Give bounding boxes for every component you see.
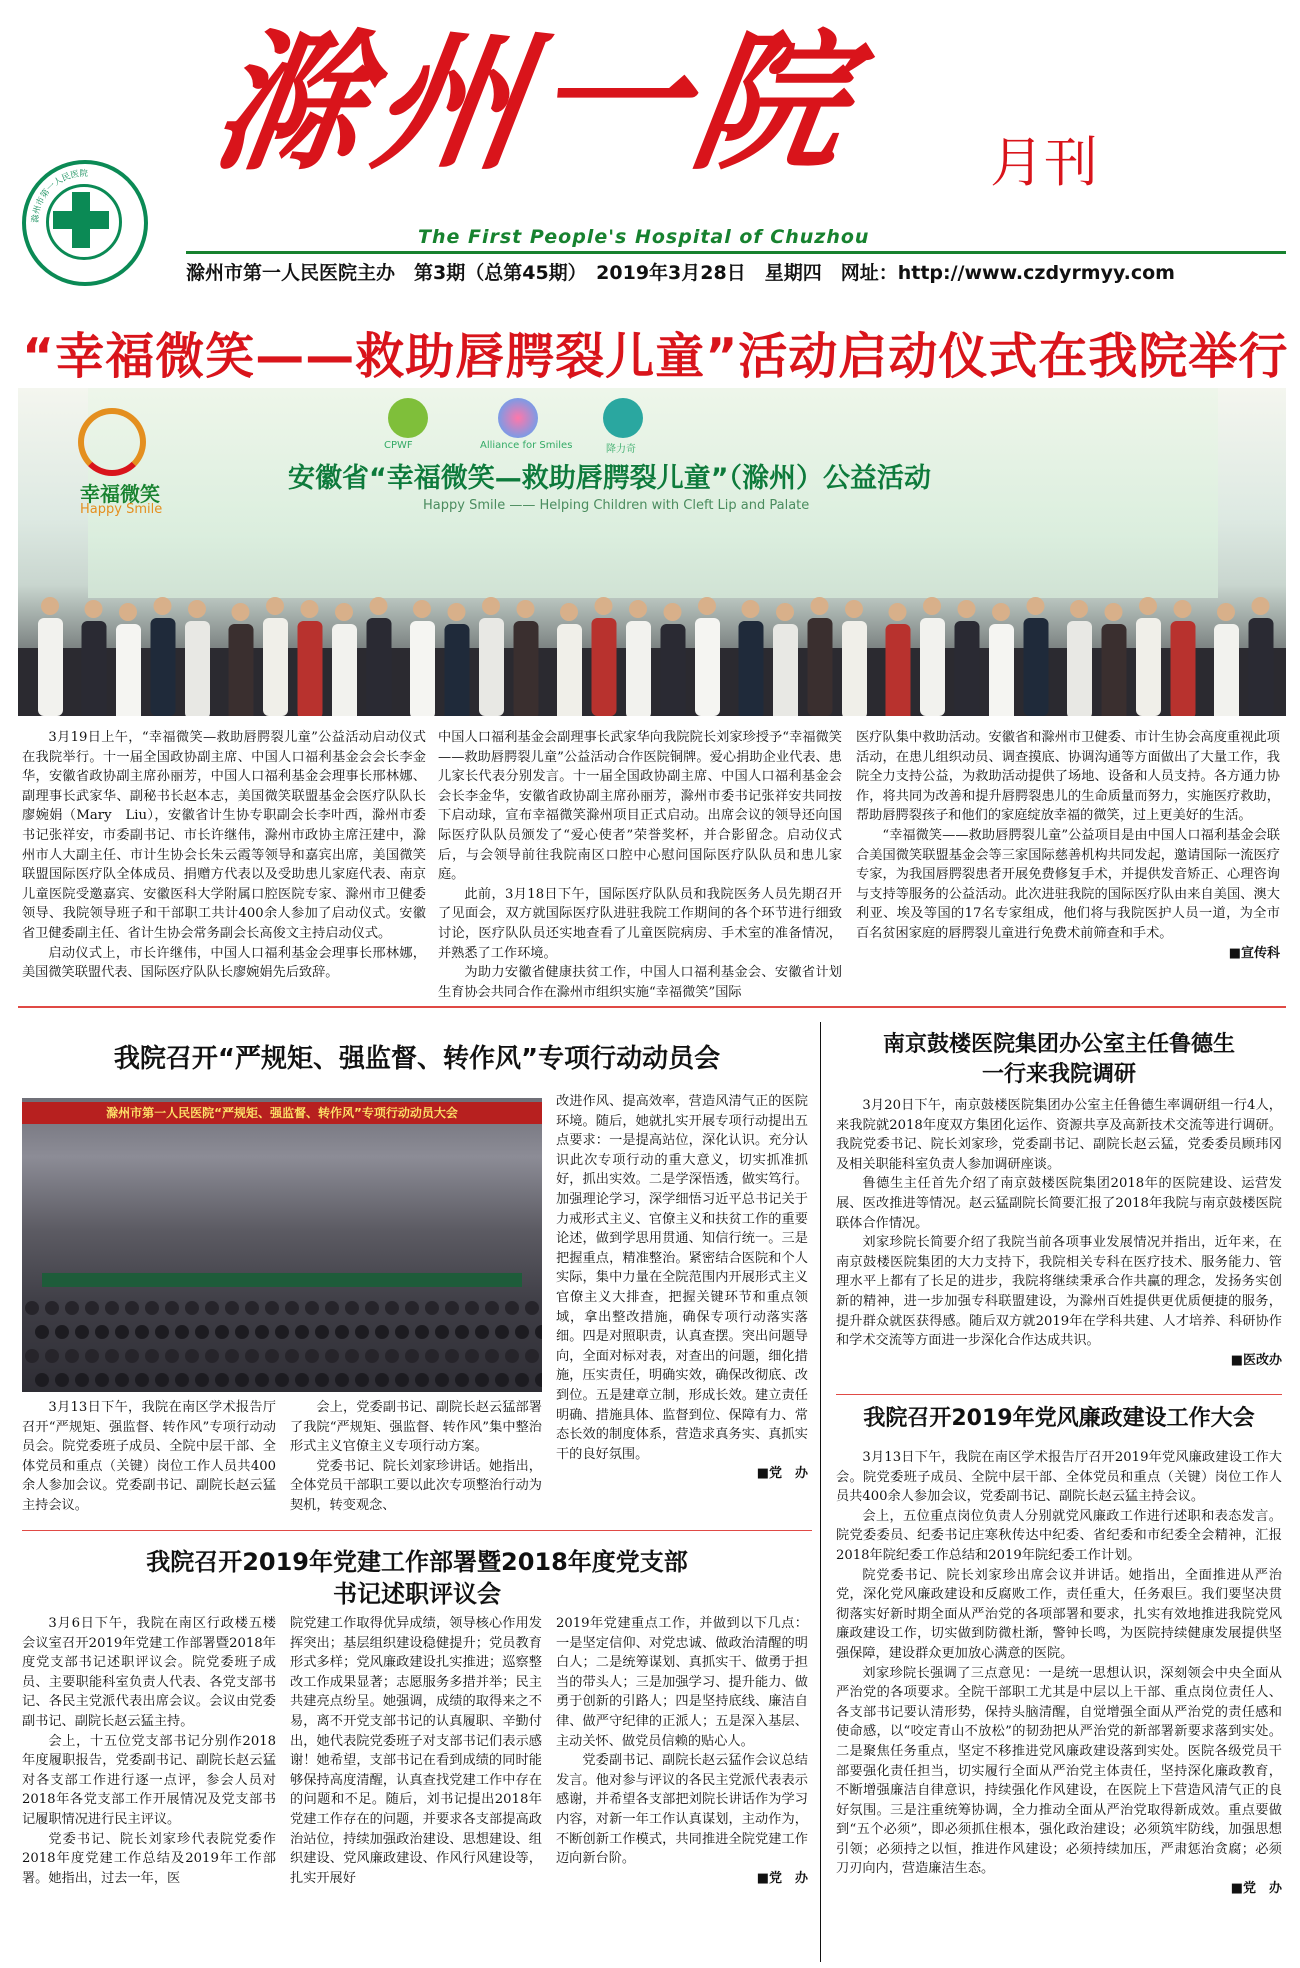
- paragraph: 鲁德生主任首先介绍了南京鼓楼医院集团2018年的医院建设、运营发展、医改推进等情况。赵云猛副院长简要汇报了2018年我院与南京鼓楼医院联体合作情况。: [836, 1176, 1282, 1231]
- person-body: [263, 618, 288, 716]
- audience-head: [145, 1301, 159, 1315]
- audience-head: [535, 1325, 542, 1339]
- audience-head: [285, 1301, 299, 1315]
- audience-head: [455, 1325, 469, 1339]
- masthead-monthly: 月刊: [990, 131, 1098, 194]
- audience-head: [135, 1325, 149, 1339]
- person-head: [742, 600, 760, 618]
- lead-col-3: [856, 728, 1280, 963]
- audience-head: [515, 1373, 529, 1387]
- person-head: [119, 603, 137, 621]
- lead-headline: “幸福微笑——救助唇腭裂儿童”活动启动仪式在我院举行: [22, 328, 1289, 385]
- person-head: [85, 600, 103, 618]
- audience-head: [495, 1373, 509, 1387]
- audience-head: [435, 1325, 449, 1339]
- person-body: [886, 624, 911, 716]
- person-head: [335, 603, 353, 621]
- audience-head: [365, 1301, 379, 1315]
- logo-label: Alliance for Smiles: [480, 440, 573, 451]
- audience-head: [115, 1325, 129, 1339]
- audience-head: [475, 1373, 489, 1387]
- lead-col-1: [22, 728, 426, 983]
- masthead-divider: [186, 251, 1286, 254]
- happy-smile-cn: 幸福微笑: [80, 482, 160, 506]
- audience-head: [535, 1373, 542, 1387]
- audience-head: [75, 1325, 89, 1339]
- person-body: [1136, 618, 1161, 716]
- audience-head: [465, 1301, 479, 1315]
- audience-head: [235, 1373, 249, 1387]
- audience-head: [425, 1301, 439, 1315]
- banner-title: 安徽省“幸福微笑—救助唇腭裂儿童”（滁州）公益活动: [288, 463, 931, 494]
- audience-head: [95, 1373, 109, 1387]
- audience-head: [395, 1373, 409, 1387]
- audience-head: [85, 1349, 99, 1363]
- lead-col-2: [438, 728, 842, 1002]
- section-divider: [18, 1006, 1286, 1008]
- audience-head: [385, 1349, 399, 1363]
- person-head: [266, 597, 284, 615]
- audience-head: [325, 1301, 339, 1315]
- person-head: [232, 603, 250, 621]
- audience-head: [225, 1301, 239, 1315]
- audience-head: [315, 1373, 329, 1387]
- article2-headline: 我院召开“严规矩、强监督、转作风”专项行动动员会: [113, 1044, 721, 1074]
- article4-body: [836, 1096, 1282, 1370]
- audience-head: [505, 1301, 519, 1315]
- hospital-logo: [22, 160, 148, 286]
- audience-head: [475, 1325, 489, 1339]
- audience-head: [85, 1301, 99, 1315]
- article2-col-mid: [290, 1398, 542, 1516]
- person-body: [989, 624, 1014, 716]
- paragraph: 院党建工作取得优异成绩，领导核心作用发挥突出；基层组织建设稳健提升；党员教育形式多样；党风廉政建设扎实推进；巡察整改工作成果显著；志愿服务多措并举；民主共建亮点纷呈。她强调，成绩的取得来之不易，离不开党支部书记的认真履职、辛勤付出，她代表院党委班子对支部书记们表示感谢！她希望，支部书记在看到成绩的同时能够保持高度清醒，认真查找党建工作中存在的问题和不足。随后，刘书记提出2018年党建工作存在的问题，并要求各支部提高政治站位，持续加强政治建设、思想建设、组织建设、党风廉政建设、作风行风建设等，扎实开展好: [290, 1616, 542, 1886]
- audience-head: [65, 1301, 79, 1315]
- audience-head: [65, 1349, 79, 1363]
- person-body: [151, 618, 176, 716]
- headline-line: 书记述职评议会: [333, 1580, 501, 1608]
- audience-head: [295, 1325, 309, 1339]
- person-head: [889, 603, 907, 621]
- paragraph: 2019年党建重点工作，并做到以下几点：一是坚定信仰、对党忠诚、做政治清醒的明白人；二是统筹谋划、真抓实干、做勇于担当的带头人；三是加强学习、提升能力、做勇于创新的引路人；四是坚持底线、廉洁自律、做严守纪律的正派人；五是深入基层、主动关怀、做党员信赖的贴心人。: [556, 1616, 808, 1749]
- person-body: [479, 618, 504, 716]
- paragraph: 党委书记、院长刘家珍讲话。她指出，全体党员干部职工要以此次专项整治行动为契机，转变观念、: [290, 1458, 542, 1513]
- audience-head: [375, 1325, 389, 1339]
- person-head: [1174, 600, 1192, 618]
- audience-head: [415, 1325, 429, 1339]
- audience-head: [235, 1325, 249, 1339]
- person-body: [592, 618, 617, 716]
- lead-photo: [18, 388, 1286, 716]
- audience-head: [335, 1373, 349, 1387]
- audience-head: [495, 1325, 509, 1339]
- lead-signature: ■宣传科: [1228, 945, 1280, 961]
- article3-headline: [22, 1546, 812, 1610]
- article3-col-2: [290, 1614, 542, 1888]
- section-divider: [22, 1530, 812, 1531]
- paragraph: 医疗队集中救助活动。安徽省和滁州市卫健委、市计生协会高度重视此项活动，在患儿组织动员、调查摸底、协调沟通等方面做出了大量工作，我院全力支持公益，为救助活动提供了场地、设备和人员支持。各方通力协作，将共同为改善和提升唇腭裂患儿的生命质量而努力，实施医疗救助，帮助唇腭裂孩子和他们的家庭绽放幸福的微笑，过上更美好的生活。: [856, 730, 1280, 824]
- audience-head: [225, 1349, 239, 1363]
- person-body: [695, 618, 720, 716]
- person-head: [992, 603, 1010, 621]
- article3-col-3: [556, 1614, 808, 1888]
- audience-head: [525, 1349, 539, 1363]
- group-photo-people: [18, 578, 1286, 716]
- audience-head: [525, 1301, 539, 1315]
- audience-head: [305, 1349, 319, 1363]
- happy-smile-logo-icon: [78, 408, 146, 476]
- audience-head: [265, 1301, 279, 1315]
- person-head: [811, 597, 829, 615]
- audience-head: [345, 1301, 359, 1315]
- person-head: [1217, 603, 1235, 621]
- article4-signature: ■医改办: [1230, 1352, 1282, 1368]
- person-head: [1105, 603, 1123, 621]
- masthead-title: 滁州一院: [202, 15, 868, 191]
- audience-head: [455, 1373, 469, 1387]
- audience-head: [205, 1301, 219, 1315]
- audience-head: [335, 1325, 349, 1339]
- person-head: [698, 597, 716, 615]
- person-head: [301, 600, 319, 618]
- audience-head: [25, 1349, 39, 1363]
- logo-label: CPWF: [384, 440, 413, 451]
- audience-head: [55, 1373, 69, 1387]
- audience-head: [275, 1325, 289, 1339]
- audience-head: [185, 1301, 199, 1315]
- audience-head: [95, 1325, 109, 1339]
- person-body: [955, 621, 980, 716]
- cpwf-logo-icon: [388, 398, 428, 438]
- person-body: [626, 621, 651, 716]
- paragraph: 中国人口福利基金会副理事长武家华向我院院长刘家珍授予“幸福微笑——救助唇腭裂儿童”公益活动合作医院铜牌。爱心捐助企业代表、患儿家长代表分别发言。十一届全国政协副主席、中国人口福利基金会会长李金华，安徽省政协副主席孙丽芳，滁州市委书记张祥安共同按下启动球，宣布幸福微笑滁州项目正式启动。出席会议的领导还向国际医疗队队员颁发了“爱心使者”荣誉奖杯，并合影留念。启动仪式后，与会领导前往我院南区口腔中心慰问国际医疗队队员和患儿家庭。: [438, 730, 842, 883]
- paragraph: 会上，五位重点岗位负责人分别就党风廉政工作进行述职和表态发言。院党委委员、纪委书记庄寒秋传达中纪委、省纪委和市纪委全会精神，汇报2018年院纪委工作总结和2019年院纪委工作计划。: [836, 1508, 1282, 1563]
- article2-signature: ■党 办: [756, 1466, 808, 1482]
- audience-head: [165, 1301, 179, 1315]
- meeting-banner: 滁州市第一人民医院“严规矩、强监督、转作风”专项行动动员大会: [22, 1102, 542, 1124]
- banner-subtitle: Happy Smile —— Helping Children with Cleft Lip and Palate: [423, 498, 810, 513]
- audience-head: [215, 1373, 229, 1387]
- person-body: [920, 618, 945, 716]
- masthead-english: The First People's Hospital of Chuzhou: [418, 226, 870, 248]
- audience-icon: [22, 1293, 542, 1392]
- person-body: [185, 621, 210, 716]
- audience-head: [435, 1373, 449, 1387]
- person-head: [1139, 597, 1157, 615]
- article5-signature: ■党 办: [1230, 1881, 1282, 1897]
- paragraph: 刘家珍院长简要介绍了我院当前各项事业发展情况并指出，近年来，在南京鼓楼医院集团的大力支持下，我院相关专科在医疗技术、服务能力、管理水平上都有了长足的进步，我院将继续秉承合作共赢的理念，发扬务实创新的精神，进一步加强专科联盟建设，为滁州百姓提供更优质便捷的服务，提升群众就医获得感。随后双方就2019年在学科共建、人才培养、科研协作和学术交流等方面进一步深化合作达成共识。: [836, 1235, 1282, 1349]
- person-body: [514, 621, 539, 716]
- rostrum-table: [42, 1273, 522, 1287]
- article5-body: [836, 1448, 1282, 1899]
- audience-head: [345, 1349, 359, 1363]
- person-body: [445, 624, 470, 716]
- person-body: [1249, 618, 1274, 716]
- person-head: [517, 600, 535, 618]
- audience-head: [145, 1349, 159, 1363]
- person-body: [557, 624, 582, 716]
- logo-label: 降力奇: [606, 444, 636, 455]
- column-divider: [820, 1022, 821, 1962]
- person-body: [842, 621, 867, 716]
- audience-head: [445, 1349, 459, 1363]
- audience-head: [485, 1301, 499, 1315]
- audience-head: [505, 1349, 519, 1363]
- audience-head: [355, 1373, 369, 1387]
- audience-head: [305, 1301, 319, 1315]
- audience-head: [385, 1301, 399, 1315]
- audience-head: [375, 1373, 389, 1387]
- person-body: [332, 624, 357, 716]
- audience-head: [245, 1301, 259, 1315]
- paragraph: “幸福微笑——救助唇腭裂儿童”公益项目是由中国人口福利基金会联合美国微笑联盟基金会等三家国际慈善机构共同发起，邀请国际一流医疗专家，为我国唇腭裂患者开展免费修复手术，并提供发音矫正、心理咨询与支持等服务的公益活动。此次进驻我院的国际医疗队由来自美国、澳大利亚、埃及等国的17名专家组成，他们将与我院医护人员一道，为全市百名贫困家庭的唇腭裂儿童进行免费术前筛查和手术。: [856, 827, 1280, 941]
- audience-head: [175, 1373, 189, 1387]
- audience-head: [185, 1349, 199, 1363]
- headline-line: 我院召开2019年党建工作部署暨2018年度党支部: [146, 1548, 688, 1576]
- person-head: [41, 597, 59, 615]
- happy-smile-en: Happy Smile: [80, 502, 163, 517]
- audience-head: [175, 1325, 189, 1339]
- person-head: [1252, 597, 1270, 615]
- person-head: [448, 603, 466, 621]
- audience-head: [215, 1325, 229, 1339]
- audience-head: [125, 1349, 139, 1363]
- person-body: [661, 624, 686, 716]
- audience-head: [295, 1373, 309, 1387]
- paragraph: 党委副书记、副院长赵云猛作会议总结发言。他对参与评议的各民主党派代表表示感谢，并希望各支部把刘院长讲话作为学习内容，对新一年工作认真谋划，主动作为，不断创新工作模式，共同推进全院党建工作迈向新台阶。: [556, 1753, 808, 1867]
- article3-col-1: [22, 1614, 276, 1888]
- audience-head: [315, 1325, 329, 1339]
- section-divider: [836, 1394, 1282, 1395]
- person-body: [82, 621, 107, 716]
- audience-head: [405, 1349, 419, 1363]
- person-body: [1214, 624, 1239, 716]
- person-head: [413, 600, 431, 618]
- person-head: [560, 603, 578, 621]
- audience-head: [355, 1325, 369, 1339]
- paragraph: 院党委书记、院长刘家珍出席会议并讲话。她指出，全面推进从严治党，深化党风廉政建设和反腐败工作，责任重大，任务艰巨。我们要坚决贯彻落实好新时期全面从严治党的各项部署和要求，扎实有效地推进我院党风廉政建设工作，切实做到防微杜渐，警钟长鸣，为医院持续健康发展提供坚强保障，建设群众更加放心满意的医院。: [836, 1567, 1282, 1661]
- headline-line: 一行来我院调研: [981, 1062, 1136, 1087]
- meeting-photo: [22, 1098, 542, 1392]
- person-body: [1024, 618, 1049, 716]
- person-head: [845, 600, 863, 618]
- paragraph: 3月20日下午，南京鼓楼医院集团办公室主任鲁德生率调研组一行4人，来我院就2018年度双方集团化运作、资源共享及高新技术交流等进行调研。我院党委书记、院长刘家珍，党委副书记、副院长赵云猛，党委委员顾玮冈及相关职能科室负责人参加调研座谈。: [836, 1098, 1282, 1172]
- audience-head: [55, 1325, 69, 1339]
- audience-head: [485, 1349, 499, 1363]
- person-head: [776, 603, 794, 621]
- audience-head: [125, 1301, 139, 1315]
- issue-line: 滁州市第一人民医院主办 第3期（总第45期） 2019年3月28日 星期四 网址：http://www.czdyrmyy.com: [186, 262, 1175, 284]
- audience-head: [105, 1301, 119, 1315]
- article5-headline: 我院召开2019年党风廉政建设工作大会: [863, 1406, 1255, 1431]
- paragraph: 3月19日上午，“幸福微笑—救助唇腭裂儿童”公益活动启动仪式在我院举行。十一届全国政协副主席、中国人口福利基金会会长李金华，安徽省政协副主席孙丽芳，中国人口福利基金会理事长邢林娜、副理事长武家华、副秘书长赵本志，美国微笑联盟基金会医疗队队长廖婉娟（Mary Liu），安徽省计生协专职副会长李叶西，滁州市委书记张祥安，市委副书记、市长许继伟，滁州市政协主席汪建中，滁州市人大副主任、市计生协会长朱云霞等领导和嘉宾出席，美国微笑联盟国际医疗队全体成员、捐赠方代表以及受助患儿家庭代表、南京儿童医院受邀嘉宾、安徽医科大学附属口腔医院专家、滁州市卫健委领导、我院领导班子和干部职工共计400余人参加了启动仪式。安徽省卫健委副主任、省计生协会常务副会长高俊文主持启动仪式。: [22, 730, 426, 941]
- audience-head: [205, 1349, 219, 1363]
- person-head: [188, 600, 206, 618]
- headline-line: 南京鼓楼医院集团办公室主任鲁德生: [882, 1032, 1235, 1057]
- person-head: [154, 597, 172, 615]
- audience-head: [245, 1349, 259, 1363]
- person-head: [629, 600, 647, 618]
- audience-head: [275, 1373, 289, 1387]
- audience-head: [105, 1349, 119, 1363]
- audience-head: [445, 1301, 459, 1315]
- audience-head: [155, 1373, 169, 1387]
- paragraph: 会上，党委副书记、副院长赵云猛部署了我院“严规矩、强监督、转作风”集中整治形式主义官僚主义专项行动方案。: [290, 1400, 542, 1455]
- audience-head: [115, 1373, 129, 1387]
- article3-signature: ■党 办: [756, 1870, 808, 1886]
- audience-head: [265, 1349, 279, 1363]
- person-body: [116, 624, 141, 716]
- paragraph: 启动仪式上，市长许继伟，中国人口福利基金会理事长邢林娜，美国微笑联盟代表、国际医疗队队长廖婉娟先后致辞。: [22, 945, 426, 981]
- audience-head: [155, 1325, 169, 1339]
- person-body: [298, 621, 323, 716]
- person-head: [595, 597, 613, 615]
- logo-ring-text: 滁州市第一人民医院: [30, 168, 89, 224]
- paragraph: 3月6日下午，我院在南区行政楼五楼会议室召开2019年党建工作部署暨2018年度党支部书记述职评议会。院党委班子成员、主要职能科室负责人代表、各党支部书记、各民主党派代表出席会议。会议由党委副书记、副院长赵云猛主持。: [22, 1616, 276, 1729]
- audience-head: [325, 1349, 339, 1363]
- audience-head: [285, 1349, 299, 1363]
- cross-icon-bar: [53, 211, 109, 229]
- paragraph: 改进作风、提高效率，营造风清气正的医院环境。随后，她就扎实开展专项行动提出五点要求：一是提高站位，深化认识。充分认识此次专项行动的重大意义，切实抓准抓好，抓出实效。二是学深悟透，做实笃行。加强理论学习，深学细悟习近平总书记关于力戒形式主义、官僚主义和扶贫工作的重要论述，做到学思用贯通、知信行统一。三是把握重点，精准整治。紧密结合医院和个人实际，集中力量在全院范围内开展形式主义官僚主义大排查，把握关键环节和重点领域，拿出整改措施，确保专项行动落实落细。四是对照职责，认真查摆。突出问题导向，全面对标对表，对查出的问题，细化措施，压实责任，明确实效，确保改彻底、改到位。五是建章立制，形成长效。建立责任明确、措施具体、监督到位、保障有力、常态长效的制度体系，营造求真务实、真抓实干的良好氛围。: [556, 1094, 808, 1462]
- audience-head: [25, 1301, 39, 1315]
- audience-head: [45, 1301, 59, 1315]
- person-head: [1027, 597, 1045, 615]
- person-body: [38, 618, 63, 716]
- person-body: [739, 621, 764, 716]
- audience-head: [45, 1349, 59, 1363]
- person-body: [367, 618, 392, 716]
- audience-head: [395, 1325, 409, 1339]
- person-body: [1102, 624, 1127, 716]
- alliance-logo-icon: [498, 398, 538, 438]
- audience-head: [35, 1325, 49, 1339]
- audience-head: [365, 1349, 379, 1363]
- paragraph: 会上，十五位党支部书记分别作2018年度履职报告，党委副书记、副院长赵云猛对各支部工作进行逐一点评，参会人员对2018年各党支部工作开展情况及党支部书记履职情况进行民主评议。: [22, 1733, 276, 1827]
- paragraph: 3月13日下午，我院在南区学术报告厅召开2019年党风廉政建设工作大会。院党委班子成员、全院中层干部、全体党员和重点（关键）岗位工作人员共400余人参加会议，党委副书记、副院长赵云猛主持会议。: [836, 1450, 1282, 1505]
- person-body: [1171, 621, 1196, 716]
- audience-head: [255, 1325, 269, 1339]
- article2-col-right: [556, 1092, 808, 1484]
- audience-head: [255, 1373, 269, 1387]
- person-head: [664, 603, 682, 621]
- person-head: [923, 597, 941, 615]
- paragraph: 此前，3月18日下午，国际医疗队队员和我院医务人员先期召开了见面会，双方就国际医疗队进驻我院工作期间的各个环节进行细致讨论，医疗队队员还实地查看了儿童医院病房、手术室的准备情况，并熟悉了工作环境。: [438, 886, 842, 961]
- audience-head: [165, 1349, 179, 1363]
- audience-head: [415, 1373, 429, 1387]
- article2-col-left: [22, 1398, 276, 1516]
- person-head: [482, 597, 500, 615]
- person-body: [808, 618, 833, 716]
- audience-head: [515, 1325, 529, 1339]
- audience-head: [195, 1373, 209, 1387]
- person-head: [958, 600, 976, 618]
- audience-head: [135, 1373, 149, 1387]
- audience-head: [405, 1301, 419, 1315]
- paragraph: 3月13日下午，我院在南区学术报告厅召开“严规矩、强监督、转作风”专项行动动员会。院党委班子成员、全院中层干部、全体党员和重点（关键）岗位工作人员共400余人参加会议。党委副书记、副院长赵云猛主持会议。: [22, 1400, 276, 1513]
- paragraph: 为助力安徽省健康扶贫工作，中国人口福利基金会、安徽省计划生育协会共同合作在滁州市组织实施“幸福微笑”国际: [438, 965, 842, 1000]
- person-head: [370, 597, 388, 615]
- audience-head: [465, 1349, 479, 1363]
- audience-head: [35, 1373, 49, 1387]
- person-body: [1067, 621, 1092, 716]
- event-banner: [88, 388, 1218, 598]
- audience-head: [425, 1349, 439, 1363]
- audience-head: [195, 1325, 209, 1339]
- person-body: [229, 624, 254, 716]
- audience-head: [75, 1373, 89, 1387]
- person-head: [1070, 600, 1088, 618]
- person-body: [773, 624, 798, 716]
- article4-headline: [836, 1030, 1282, 1090]
- paragraph: 刘家珍院长强调了三点意见：一是统一思想认识，深刻领会中央全面从严治党的各项要求。全院干部职工尤其是中层以上干部、重点岗位责任人、各支部书记要认清形势，保持头脑清醒，自觉增强全面从严治党的责任感和使命感，以“咬定青山不放松”的韧劲把从严治党的新部署新要求落到实处。二是聚焦任务重点，坚定不移推进党风廉政建设落到实处。医院各级党员干部要强化责任担当，切实履行全面从严治党主体责任，坚持深化廉政教育，不断增强廉洁自律意识，持续强化作风建设，在医院上下营造风清气正的良好氛围。三是注重统筹协调，全力推动全面从严治党取得新成效。重点要做到“五个必须”，即必须抓住根本，强化政治建设；必须筑牢防线，加强思想引领；必须持之以恒，推进作风建设；必须持续加压，严肃惩治贪腐；必须刀刃向内，营造廉洁生态。: [836, 1665, 1282, 1877]
- paragraph: 党委书记、院长刘家珍代表院党委作2018年度党建工作总结及2019年工作部署。她指出，过去一年，医: [22, 1831, 276, 1886]
- sponsor-logo-icon: [603, 398, 643, 438]
- person-body: [410, 621, 435, 716]
